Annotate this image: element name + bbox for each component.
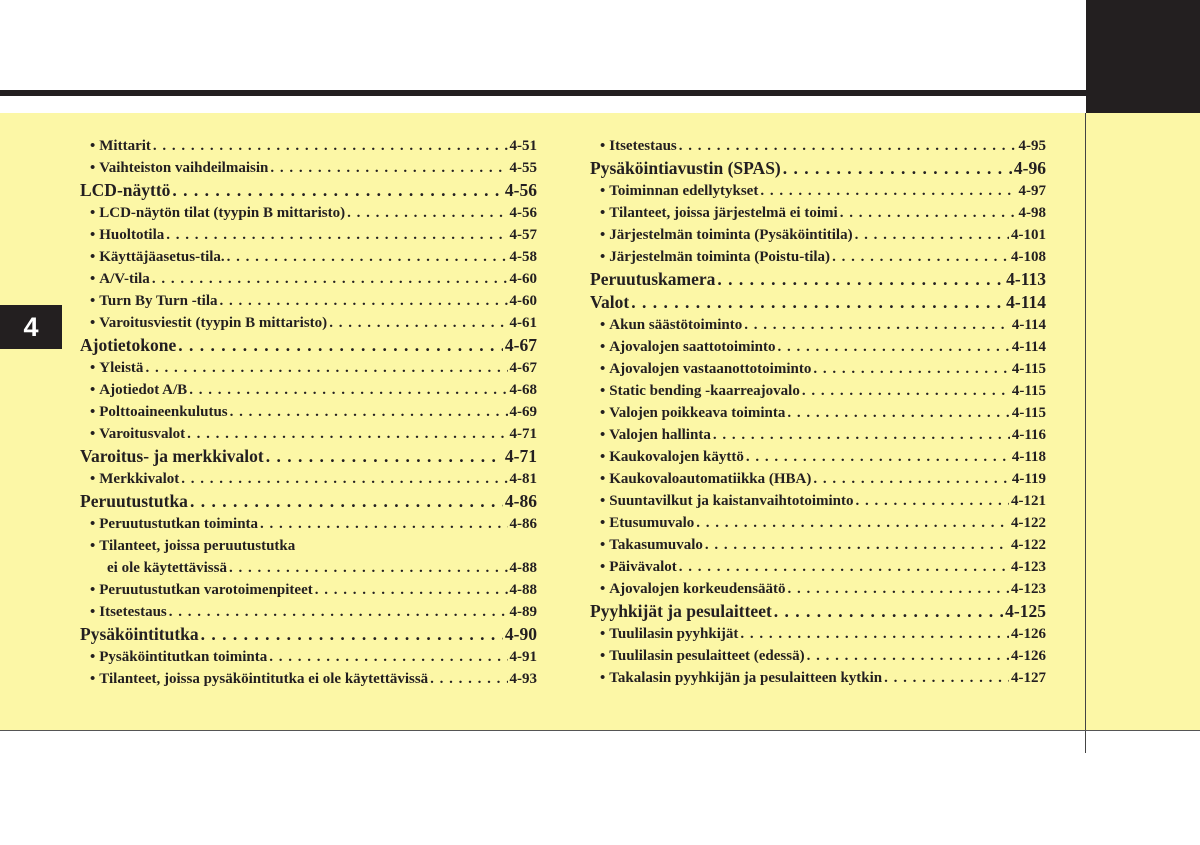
page-number: 4-68: [509, 382, 537, 398]
dot-leader: [227, 246, 508, 268]
page-number: 4-91: [509, 649, 537, 665]
toc-entry-label: Takalasin pyyhkijän ja pesulaitteen kytkin: [609, 670, 883, 686]
toc-entry-label: Kaukovalojen käyttö: [609, 449, 744, 465]
toc-section-label: Peruutuskamera: [590, 269, 716, 289]
toc-entry-label: Ajovalojen vastaanottotoiminto: [609, 361, 812, 377]
bullet: •: [600, 405, 606, 421]
toc-entry: [590, 246, 1046, 268]
toc-entry-label: Yleistä: [99, 360, 144, 376]
bullet: •: [600, 493, 606, 509]
bullet: •: [90, 538, 96, 554]
bullet: •: [90, 271, 96, 287]
toc-entry: [80, 513, 537, 535]
bullet: •: [600, 559, 606, 575]
bullet: •: [600, 471, 606, 487]
toc-entry-label: Itsetestaus: [99, 604, 167, 620]
toc-section: [590, 157, 1046, 180]
page-number: 4-51: [509, 138, 537, 154]
dot-leader: [270, 157, 507, 179]
bullet: •: [600, 138, 606, 154]
dot-leader: [230, 401, 508, 423]
toc-entry: [80, 579, 537, 601]
bullet: •: [600, 227, 606, 243]
toc-entry-label: Kaukovaloautomatiikka (HBA): [609, 471, 812, 487]
bullet: •: [90, 160, 96, 176]
toc-section: [80, 334, 537, 357]
page-number: 4-93: [509, 671, 537, 687]
dot-leader: [832, 246, 1009, 268]
toc-entry-label: Järjestelmän toiminta (Pysäköintitila): [609, 227, 853, 243]
dot-leader: [856, 490, 1010, 512]
bullet: •: [90, 360, 96, 376]
bullet: •: [90, 138, 96, 154]
dot-leader: [190, 490, 503, 513]
dot-leader: [430, 668, 507, 690]
dot-leader: [746, 446, 1010, 468]
bullet: •: [600, 249, 606, 265]
dot-leader: [783, 157, 1012, 180]
bullet: •: [90, 516, 96, 532]
page-number: 4-60: [509, 293, 537, 309]
bullet: •: [90, 671, 96, 687]
toc-entry: [590, 424, 1046, 446]
dot-leader: [813, 468, 1009, 490]
page-number: 4-71: [509, 426, 537, 442]
page-number: 4-67: [509, 360, 537, 376]
dot-leader: [178, 334, 503, 357]
page-number: 4-115: [1011, 383, 1046, 399]
dot-leader: [329, 312, 507, 334]
dot-leader: [266, 445, 503, 468]
toc-entry-label: Huoltotila: [99, 227, 165, 243]
bullet: •: [90, 249, 96, 265]
toc-entry: [80, 535, 537, 557]
bullet: •: [600, 317, 606, 333]
dot-leader: [315, 579, 508, 601]
toc-entry: [80, 379, 537, 401]
bullet: •: [600, 626, 606, 642]
toc-entry: [590, 358, 1046, 380]
page-number: 4-121: [1011, 493, 1046, 509]
bullet: •: [600, 361, 606, 377]
dot-leader: [813, 358, 1009, 380]
dot-leader: [855, 224, 1009, 246]
page-number: 4-126: [1011, 626, 1046, 642]
page-number: 4-115: [1011, 361, 1046, 377]
dot-leader: [717, 268, 1004, 291]
toc-entry-label: Turn By Turn -tila: [99, 293, 218, 309]
toc-entry-label: ei ole käytettävissä: [107, 560, 227, 576]
header-rule: [0, 90, 1086, 96]
dot-leader: [760, 180, 1016, 202]
toc-entry-label: Etusumuvalo: [609, 515, 695, 531]
toc-entry-label: Ajovalojen korkeudensäätö: [609, 581, 786, 597]
toc-entry-label: Static bending -kaarreajovalo: [609, 383, 800, 399]
toc-entry: [80, 135, 537, 157]
toc-entry-label: Valojen hallinta: [609, 427, 711, 443]
dot-leader: [774, 600, 1003, 623]
dot-leader: [260, 513, 507, 535]
toc-entry: [590, 623, 1046, 645]
page-number: 4-114: [1011, 339, 1046, 355]
toc-section: [590, 600, 1046, 623]
page-number: 4-57: [509, 227, 537, 243]
bullet: •: [90, 426, 96, 442]
dot-leader: [172, 179, 503, 202]
bullet: •: [90, 315, 96, 331]
chapter-tab: 4: [0, 305, 62, 349]
toc-section-label: Pysäköintitutka: [80, 624, 199, 644]
dot-leader: [152, 268, 508, 290]
toc-section: [590, 268, 1046, 291]
toc-entry: [590, 314, 1046, 336]
page-number: 4-58: [509, 249, 537, 265]
toc-entry: [80, 668, 537, 690]
toc-entry-label: Takasumuvalo: [609, 537, 703, 553]
toc-section-label: Peruutustutka: [80, 491, 188, 511]
bullet: •: [90, 582, 96, 598]
footer-rule: [0, 730, 1200, 731]
dot-leader: [153, 135, 508, 157]
dot-leader: [884, 667, 1009, 689]
toc-entry-label: LCD-näytön tilat (tyypin B mittaristo): [99, 205, 346, 221]
toc-entry: [590, 224, 1046, 246]
bullet: •: [90, 604, 96, 620]
bullet: •: [600, 670, 606, 686]
toc-entry: [590, 380, 1046, 402]
dot-leader: [787, 402, 1009, 424]
toc-entry: [590, 512, 1046, 534]
bullet: •: [600, 205, 606, 221]
toc-entry-label: Tilanteet, joissa pysäköintitutka ei ole käytettävissä: [99, 671, 429, 687]
toc-entry-label: Pysäköintitutkan toiminta: [99, 649, 268, 665]
toc-entry: [80, 246, 537, 268]
page-number: 4-56: [504, 180, 537, 200]
dot-leader: [229, 557, 508, 579]
toc-entry: [590, 667, 1046, 689]
margin-divider: [1085, 113, 1086, 753]
toc-entry-label: Suuntavilkut ja kaistanvaihtotoiminto: [609, 493, 854, 509]
toc-entry-label: Päivävalot: [609, 559, 677, 575]
page-number: 4-118: [1011, 449, 1046, 465]
page-number: 4-86: [504, 491, 537, 511]
toc-entry-label: Akun säästötoiminto: [609, 317, 743, 333]
dot-leader: [145, 357, 507, 379]
toc-column-left: [80, 135, 537, 690]
bullet: •: [600, 515, 606, 531]
page-number: 4-126: [1011, 648, 1046, 664]
page-number: 4-116: [1011, 427, 1046, 443]
dot-leader: [347, 202, 507, 224]
toc-entry: [80, 357, 537, 379]
bullet: •: [600, 537, 606, 553]
page-number: 4-69: [509, 404, 537, 420]
page-number: 4-61: [509, 315, 537, 331]
dot-leader: [740, 623, 1009, 645]
toc-entry: [80, 646, 537, 668]
toc-entry: [590, 135, 1046, 157]
toc-entry: [590, 645, 1046, 667]
toc-section: [80, 445, 537, 468]
bullet: •: [90, 227, 96, 243]
page-number: 4-90: [504, 624, 537, 644]
toc-entry-label: Ajovalojen saattotoiminto: [609, 339, 776, 355]
page-number: 4-60: [509, 271, 537, 287]
toc-section: [80, 179, 537, 202]
bullet: •: [600, 581, 606, 597]
bullet: •: [600, 427, 606, 443]
page-number: 4-119: [1011, 471, 1046, 487]
toc-section-label: Ajotietokone: [80, 335, 177, 355]
toc-entry: [590, 578, 1046, 600]
page-number: 4-55: [509, 160, 537, 176]
toc-entry: [590, 336, 1046, 358]
bullet: •: [600, 183, 606, 199]
toc-entry: [590, 556, 1046, 578]
page-number: 4-71: [504, 446, 537, 466]
dot-leader: [201, 623, 503, 646]
toc-entry: [80, 557, 537, 579]
toc-entry: [590, 490, 1046, 512]
page-number: 4-115: [1011, 405, 1046, 421]
dot-leader: [713, 424, 1010, 446]
page-number: 4-123: [1011, 581, 1046, 597]
bullet: •: [600, 648, 606, 664]
dot-leader: [778, 336, 1010, 358]
toc-entry-label: Mittarit: [99, 138, 151, 154]
page-number: 4-108: [1011, 249, 1046, 265]
page-number: 4-122: [1011, 537, 1046, 553]
page-number: 4-97: [1018, 183, 1046, 199]
page-number: 4-113: [1006, 269, 1046, 289]
dot-leader: [788, 578, 1009, 600]
toc-section-label: Pyyhkijät ja pesulaitteet: [590, 601, 772, 621]
page-number: 4-98: [1018, 205, 1046, 221]
toc-entry-label: Tuulilasin pesulaitteet (edessä): [609, 648, 805, 664]
toc-entry: [80, 468, 537, 490]
toc-entry-label: Polttoaineenkulutus: [99, 404, 228, 420]
toc-entry-label: Merkkivalot: [99, 471, 180, 487]
page-number: 4-122: [1011, 515, 1046, 531]
bullet: •: [90, 382, 96, 398]
toc-section-label: Varoitus- ja merkkivalot: [80, 446, 264, 466]
toc-entry: [80, 423, 537, 445]
page-number: 4-67: [504, 335, 537, 355]
dot-leader: [705, 534, 1009, 556]
page-number: 4-114: [1006, 292, 1046, 312]
page-number: 4-95: [1018, 138, 1046, 154]
toc-entry: [80, 312, 537, 334]
toc-entry: [590, 402, 1046, 424]
bullet: •: [90, 649, 96, 665]
page-number: 4-125: [1005, 601, 1046, 621]
toc-column-right: [590, 135, 1046, 689]
dot-leader: [187, 423, 507, 445]
dot-leader: [220, 290, 508, 312]
toc-entry: [590, 534, 1046, 556]
toc-entry-label: Tuulilasin pyyhkijät: [609, 626, 739, 642]
toc-entry: [590, 446, 1046, 468]
toc-section-label: Pysäköintiavustin (SPAS): [590, 158, 781, 178]
bullet: •: [600, 383, 606, 399]
page-number: 4-101: [1011, 227, 1046, 243]
bullet: •: [90, 404, 96, 420]
bullet: •: [600, 339, 606, 355]
page-number: 4-56: [509, 205, 537, 221]
toc-entry-label: Itsetestaus: [609, 138, 677, 154]
dot-leader: [269, 646, 507, 668]
toc-entry: [80, 601, 537, 623]
dot-leader: [181, 468, 507, 490]
dot-leader: [696, 512, 1009, 534]
toc-entry: [80, 157, 537, 179]
dot-leader: [679, 556, 1009, 578]
toc-section-label: Valot: [590, 292, 630, 312]
toc-entry-label: Tilanteet, joissa peruutustutka: [99, 538, 296, 554]
toc-entry-label: Ajotiedot A/B: [99, 382, 188, 398]
bullet: •: [90, 205, 96, 221]
toc-entry: [80, 290, 537, 312]
dot-leader: [744, 314, 1010, 336]
toc-entry: [80, 202, 537, 224]
header-corner-block: [1086, 0, 1200, 113]
toc-entry-label: Varoitusvalot: [99, 426, 186, 442]
page-number: 4-123: [1011, 559, 1046, 575]
toc-entry-label: Toiminnan edellytykset: [609, 183, 759, 199]
toc-entry: [80, 224, 537, 246]
page-number: 4-127: [1011, 670, 1046, 686]
dot-leader: [169, 601, 508, 623]
page-number: 4-88: [509, 560, 537, 576]
toc-section: [80, 490, 537, 513]
toc-section-label: LCD-näyttö: [80, 180, 171, 200]
toc-entry-label: Varoitusviestit (tyypin B mittaristo): [99, 315, 328, 331]
dot-leader: [189, 379, 507, 401]
dot-leader: [802, 380, 1010, 402]
dot-leader: [631, 291, 1004, 314]
bullet: •: [90, 293, 96, 309]
page-number: 4-86: [509, 516, 537, 532]
toc-section: [80, 623, 537, 646]
toc-entry-label: Vaihteiston vaihdeilmaisin: [99, 160, 269, 176]
toc-entry-label: Valojen poikkeava toiminta: [609, 405, 786, 421]
toc-entry-label: Peruutustutkan toiminta: [99, 516, 259, 532]
dot-leader: [840, 202, 1017, 224]
page-number: 4-88: [509, 582, 537, 598]
toc-entry: [590, 468, 1046, 490]
toc-entry-label: Järjestelmän toiminta (Poistu-tila): [609, 249, 831, 265]
page-number: 4-114: [1011, 317, 1046, 333]
toc-entry-label: Peruutustutkan varotoimenpiteet: [99, 582, 313, 598]
toc-entry-label: Käyttäjäasetus-tila.: [99, 249, 225, 265]
dot-leader: [807, 645, 1009, 667]
toc-entry: [80, 401, 537, 423]
page-number: 4-89: [509, 604, 537, 620]
dot-leader: [679, 135, 1017, 157]
toc-entry-label: A/V-tila: [99, 271, 150, 287]
toc-entry: [80, 268, 537, 290]
dot-leader: [166, 224, 507, 246]
page-number: 4-96: [1013, 158, 1046, 178]
toc-entry-label: Tilanteet, joissa järjestelmä ei toimi: [609, 205, 838, 221]
toc-entry: [590, 180, 1046, 202]
toc-entry: [590, 202, 1046, 224]
bullet: •: [90, 471, 96, 487]
bullet: •: [600, 449, 606, 465]
page-number: 4-81: [509, 471, 537, 487]
toc-section: [590, 291, 1046, 314]
